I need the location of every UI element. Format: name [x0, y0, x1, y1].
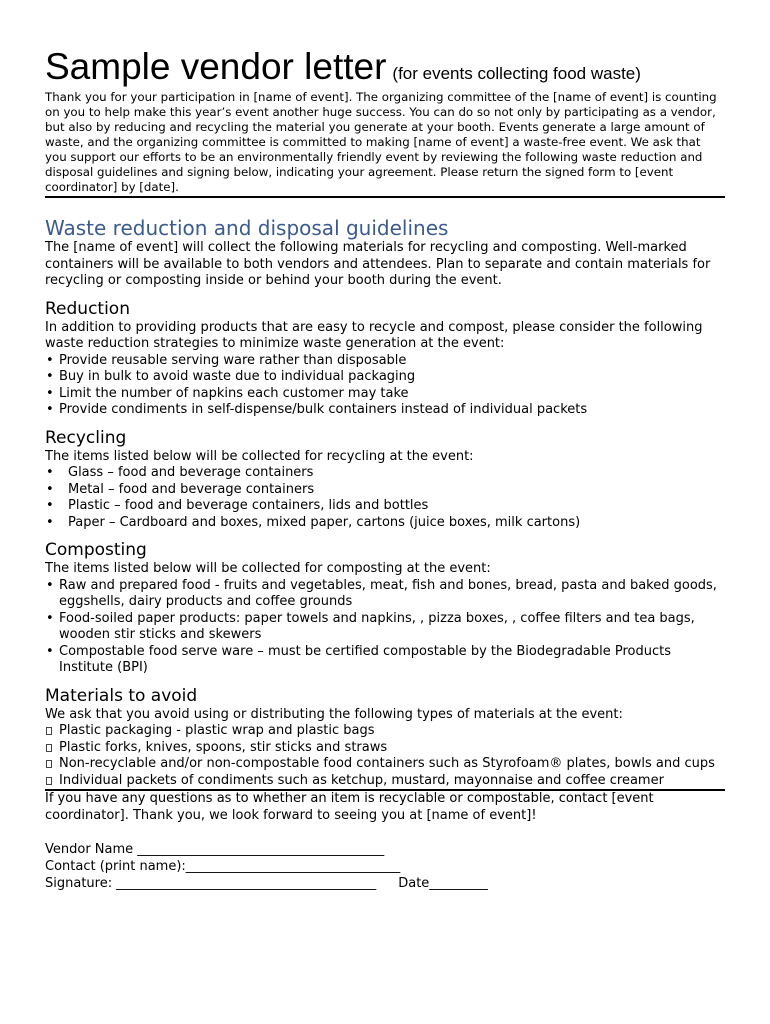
- composting-text: The items listed below will be collected for composting at the event:: [45, 561, 491, 576]
- intro-paragraph: Thank you for your participation in [name of event]. The organizing committee of the [name of event] is counting on you to help make this year’s event another huge success. You can do so not only by participating as a vendor, but also by reducing and recycling the material you generate at your booth. Events generate a large amount of waste, and the organizing committee is committed to making [name of event] a waste-free event. We ask that you support our efforts to be an environmentally friendly event by reviewing the following waste reduction and disposal guidelines and signing below, indicating your agreement. Please return the signed form to [event coordinator] by [date].: [45, 90, 725, 198]
- list-item-text: Individual packets of condiments such as ketchup, mustard, mayonnaise and coffee creamer: [59, 772, 664, 788]
- list-item: • Raw and prepared food - fruits and vegetables, meat, fish and bones, bread, pasta and baked goods, eggshells, dairy products and coffee grounds: [45, 578, 725, 611]
- list-item: • Compostable food serve ware – must be certified compostable by the Biodegradable Products Institute (BPI): [45, 644, 725, 677]
- checkbox-glyph-icon: [46, 760, 52, 768]
- signature-block: [45, 841, 725, 892]
- checkbox-glyph-icon: [46, 744, 52, 752]
- reduction-list: [45, 353, 725, 419]
- title: [45, 48, 725, 85]
- list-item: • Plastic – food and beverage containers, lids and bottles: [45, 498, 725, 515]
- date-field[interactable]: Date_________: [398, 876, 488, 891]
- letter-content: [45, 48, 725, 892]
- reduction-heading: Reduction: [45, 298, 130, 319]
- recycling-list: [45, 465, 725, 531]
- list-item: [45, 773, 725, 792]
- list-item: • Limit the number of napkins each customer may take: [45, 386, 725, 403]
- guidelines-heading: Waste reduction and disposal guidelines: [45, 216, 449, 240]
- list-item-text: Non-recyclable and/or non-compostable food containers such as Styrofoam® plates, bowls and cups: [59, 756, 715, 771]
- checkbox-glyph-icon: [46, 777, 52, 785]
- title-main: Sample vendor letter: [45, 46, 387, 87]
- avoid-text: We ask that you avoid using or distributing the following types of materials at the event:: [45, 706, 623, 722]
- list-item: • Provide condiments in self-dispense/bulk containers instead of individual packets: [45, 402, 725, 419]
- vendor-name-field[interactable]: Vendor Name ______________________________________: [45, 842, 385, 857]
- list-item: • Buy in bulk to avoid waste due to individual packaging: [45, 369, 725, 386]
- closing-paragraph: If you have any questions as to whether an item is recyclable or compostable, contact [event coordinator]. Thank you, we look forward to seeing you at [name of event]!: [45, 791, 654, 823]
- list-item: • Glass – food and beverage containers: [45, 465, 725, 482]
- reduction-text: In addition to providing products that are easy to recycle and compost, please consider the following waste reduction strategies to minimize waste generation at the event:: [45, 319, 703, 351]
- composting-list: [45, 578, 725, 677]
- signature-field[interactable]: Signature: ________________________________________: [45, 876, 377, 891]
- list-item-text: Plastic forks, knives, spoons, stir sticks and straws: [59, 739, 388, 755]
- list-item: [45, 723, 725, 740]
- list-item: [45, 740, 725, 757]
- avoid-heading: Materials to avoid: [45, 685, 198, 706]
- list-item: [45, 756, 725, 773]
- recycling-text: The items listed below will be collected for recycling at the event:: [45, 448, 474, 464]
- guidelines-text: The [name of event] will collect the following materials for recycling and composting. Well-marked containers will be available to both vendors and attendees. Plan to separate and contain materials for recycling or composting inside or behind your booth during the event.: [45, 240, 711, 288]
- list-item: • Food-soiled paper products: paper towels and napkins, , pizza boxes, , coffee filters and tea bags, wooden stir sticks and skewers: [45, 611, 725, 644]
- title-subtitle: (for events collecting food waste): [392, 64, 641, 83]
- signature-row: [45, 875, 725, 892]
- recycling-heading: Recycling: [45, 427, 127, 448]
- list-item-text: Plastic packaging - plastic wrap and plastic bags: [59, 723, 375, 738]
- composting-heading: Composting: [45, 540, 147, 560]
- contact-name-field[interactable]: Contact (print name):_________________________________: [45, 859, 401, 874]
- avoid-list: [45, 723, 725, 791]
- list-item: • Provide reusable serving ware rather than disposable: [45, 353, 725, 370]
- list-item: • Metal – food and beverage containers: [45, 482, 725, 499]
- list-item: • Paper – Cardboard and boxes, mixed paper, cartons (juice boxes, milk cartons): [45, 515, 725, 532]
- checkbox-glyph-icon: [46, 727, 52, 735]
